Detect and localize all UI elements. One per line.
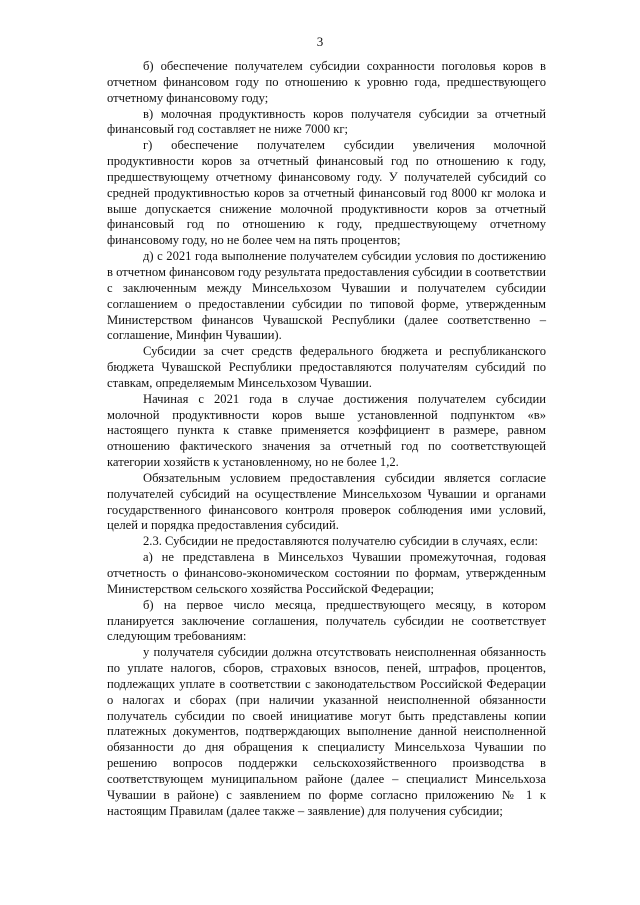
- paragraph-mandatory-condition: Обязательным условием предоставления субсидии является согласие получателей субсидий на осуществление Минсельхозом Чувашии и органами государственного финансового контроля проверок соблюдения ими условий, целей и порядка предоставления субсидий.: [107, 470, 546, 533]
- paragraph-b-requirements: б) на первое число месяца, предшествующего месяцу, в котором планируется заключение соглашения, получатель субсидии не соответствует следующим требованиям:: [107, 597, 546, 644]
- document-body: [107, 59, 546, 820]
- paragraph-coefficient: Начиная с 2021 года в случае достижения получателем субсидии молочной продуктивности коров выше установленной подпунктом «в» настоящего пункта к ставке применяется коэффициент в размере, равном отношению фактического значения за отчетный год по соответствующей категории хозяйств к установленному, но не более 1,2.: [107, 391, 546, 470]
- paragraph-b-herd-preservation: б) обеспечение получателем субсидии сохранности поголовья коров в отчетном финансовом году по отношению к уровню года, предшествующего отчетному финансовому году;: [107, 59, 546, 105]
- page-number: 3: [316, 34, 324, 49]
- paragraph-d-result-achievement: д) с 2021 года выполнение получателем субсидии условия по достижению в отчетном финансовом году результата предоставления субсидии в соответствии с заключенным между Минсельхозом Чувашии и получателем субсидии соглашением о предоставлении субсидии по типовой форме, утвержденным Министерством финансов Чувашской Республики (далее соответственно – соглашение, Минфин Чувашии).: [107, 249, 546, 343]
- paragraph-subsidy-rates: Субсидии за счет средств федерального бюджета и республиканского бюджета Чувашской Республики предоставляются получателям субсидий по ставкам, определяемым Минсельхозом Чувашии.: [107, 344, 546, 390]
- paragraph-g-productivity-increase: г) обеспечение получателем субсидии увеличения молочной продуктивности коров за отчетный финансовый год по отношению к году, предшествующему отчетному финансовому году. У получателей субсидий со средней продуктивностью коров за отчетный финансовый год 8000 кг молока и выше допускается снижение молочной продуктивности коров за отчетный финансовый год по отношению к году, предшествующему отчетному финансовому году, но не более чем на пять процентов;: [107, 138, 546, 248]
- paragraph-v-milk-productivity: в) молочная продуктивность коров получателя субсидии за отчетный финансовый год составляет не ниже 7000 кг;: [107, 106, 546, 137]
- paragraph-tax-obligation: у получателя субсидии должна отсутствовать неисполненная обязанность по уплате налогов, сборов, страховых взносов, пеней, штрафов, процентов, подлежащих уплате в соответствии с законодательством Российской Федерации о налогах и сборах (при наличии указанной неисполненной обязанности получатель субсидии по своей инициативе могут быть представлены копии платежных документов, подтверждающих выполнение данной неисполненной обязанности до дня обращения к специалисту Минсельхоза Чувашии по решению вопросов поддержки сельскохозяйственного производства в соответствующем муниципальном районе (далее – специалист Минсельхоза Чувашии в районе) с заявлением по форме согласно приложению № 1 к настоящим Правилам (далее также – заявление) для получения субсидии;: [107, 645, 546, 818]
- paragraph-a-reporting: а) не представлена в Минсельхоз Чувашии промежуточная, годовая отчетность о финансово-экономическом состоянии по формам, утвержденным Министерством сельского хозяйства Российской Федерации;: [107, 550, 546, 596]
- paragraph-section-2-3: 2.3. Субсидии не предоставляются получателю субсидии в случаях, если:: [143, 534, 539, 549]
